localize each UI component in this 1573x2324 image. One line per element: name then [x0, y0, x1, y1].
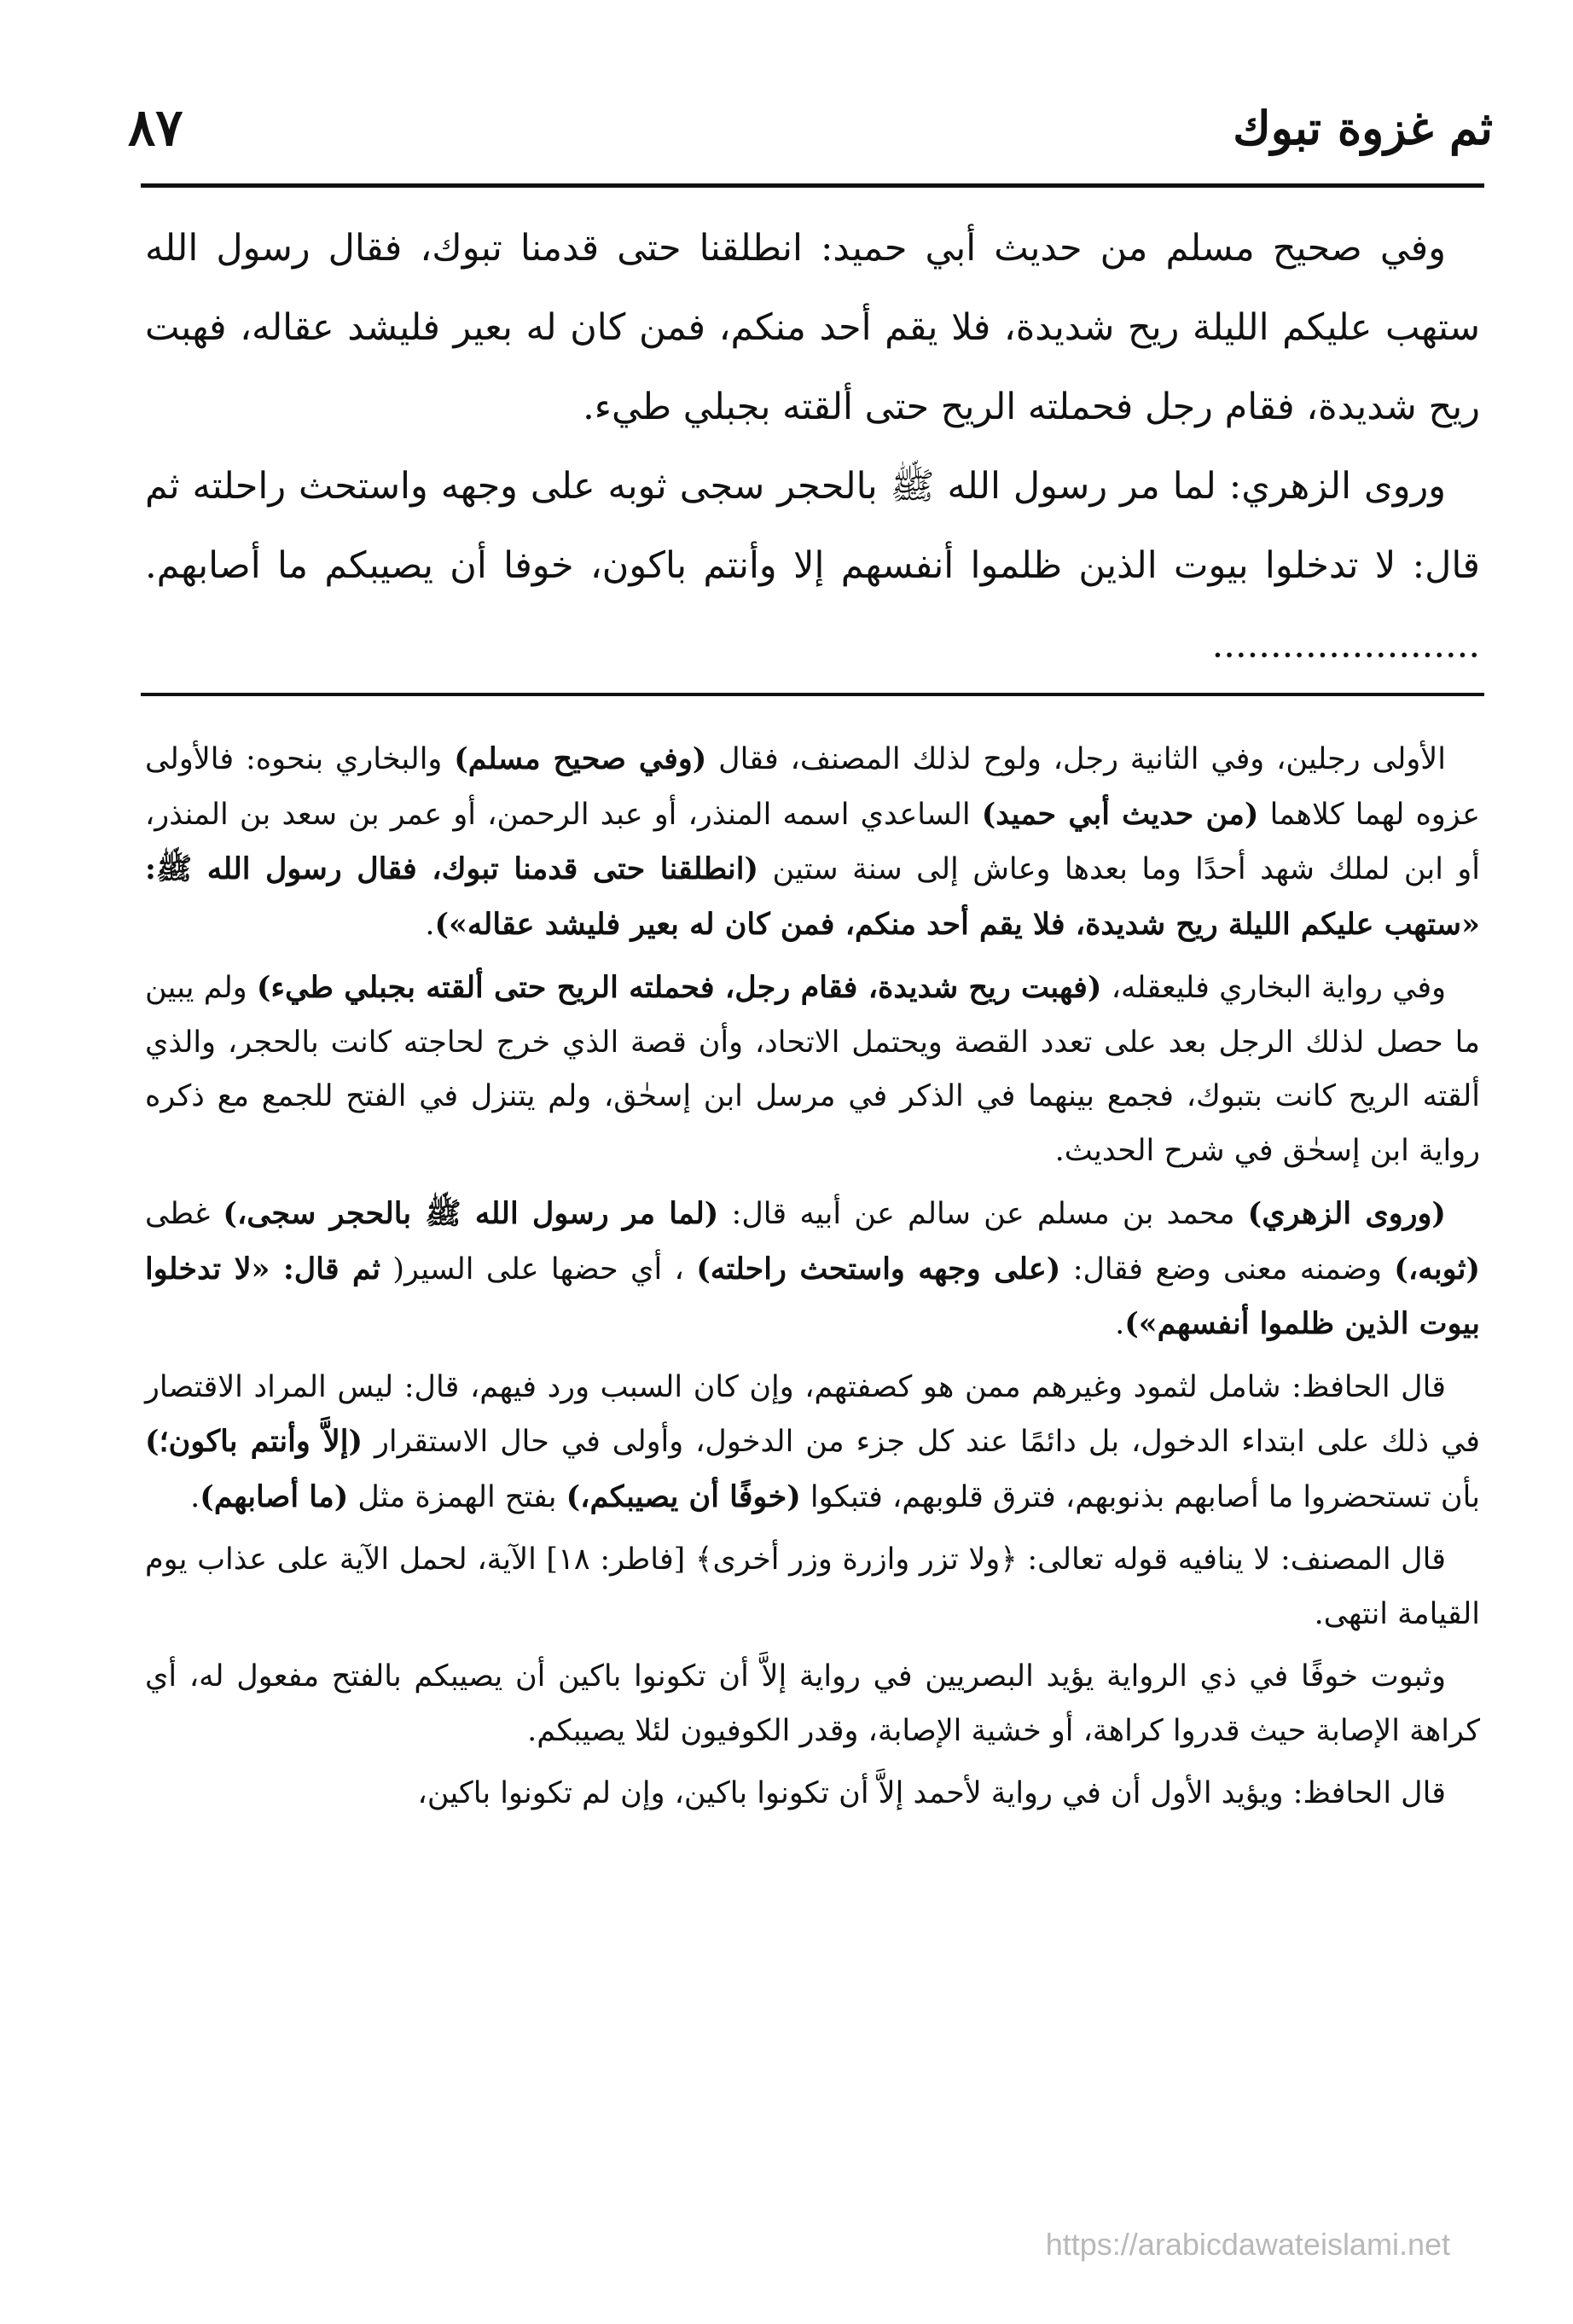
commentary-paragraph: [145, 1361, 1480, 1525]
quoted-text: (إلاَّ وأنتم باكون؛): [145, 1424, 363, 1459]
commentary-paragraph: [145, 732, 1480, 952]
quoted-text: ثم قال: «لا تدخلوا بيوت الذين ظلموا أنفسهم»): [145, 1251, 1480, 1341]
quoted-text: (انطلقنا حتى قدمنا تبوك، فقال رسول الله ﷺ: «ستهب عليكم الليلة ريح شديدة، فلا يقم أحد منكم، فمن كان له بعير فليشد عقاله»): [145, 851, 1480, 942]
commentary-text: وضمنه معنى وضع فقال:: [1060, 1252, 1395, 1287]
main-text: [145, 209, 1480, 685]
quoted-text: (وفي صحيح مسلم): [454, 741, 707, 776]
commentary-paragraph: [145, 1187, 1480, 1352]
commentary-text: بأن تستحضروا ما أصابهم بذنوبهم، فترق قلوبهم، فتبكوا: [800, 1479, 1480, 1514]
quoted-text: (فهبت ريح شديدة، فقام رجل، فحملته الريح حتى ألقته بجبلي طيء): [256, 970, 1102, 1005]
quoted-text: (وروى الزهري): [1247, 1196, 1446, 1231]
commentary-text: قال الحافظ: شامل لثمود وغيرهم ممن هو كصفتهم، وإن كان السبب ورد فيهم، قال: ليس المراد الاقتصار في ذلك على ابتداء الدخول، بل دائمًا عند كل جزء من الدخول، وأولى في حال الاستقرار: [145, 1369, 1480, 1459]
commentary-text: وفي رواية البخاري فليعقله،: [1101, 971, 1446, 1005]
commentary-text: قال الحافظ: ويؤيد الأول أن في رواية لأحمد إلاَّ أن تكونوا باكين، وإن لم تكونوا باكين،: [417, 1776, 1446, 1810]
commentary-paragraph: [145, 961, 1480, 1178]
commentary-paragraph: [145, 1533, 1480, 1641]
commentary-text: ولم يبين ما حصل لذلك الرجل بعد على تعدد القصة ويحتمل الاتحاد، وأن قصة الذي خرج لحاجته كانت بالحجر، والذي ألقته الريح كانت بتبوك، فجمع بينهما في الذكر في مرسل ابن إسحٰق، ولم يتنزل في الفتح للجمع مع ذكره رواية ابن إسحٰق في شرح الحديث.: [145, 971, 1480, 1168]
commentary-text: محمد بن مسلم عن سالم عن أبيه قال:: [718, 1197, 1248, 1231]
commentary-text: الأولى رجلين، وفي الثانية رجل، ولوح لذلك المصنف، فقال: [706, 742, 1446, 776]
section-divider: [141, 693, 1484, 696]
quoted-text: (ثوبه،): [1394, 1251, 1481, 1287]
quoted-text: (على وجهه واستحث راحلته): [696, 1251, 1061, 1287]
commentary-text: ، أي حضها على السير(: [380, 1252, 697, 1287]
running-title: ثم غزوة تبوك: [1233, 101, 1493, 155]
commentary-text: .: [190, 1479, 200, 1514]
main-paragraph: وفي صحيح مسلم من حديث أبي حميد: انطلقنا حتى قدمنا تبوك، فقال رسول الله ستهب عليكم الليلة ريح شديدة، فلا يقم أحد منكم، فمن كان له بعير فليشد عقاله، فهبت ريح شديدة، فقام رجل فحملته الريح حتى ألقته بجبلي طيء.: [145, 227, 1480, 428]
commentary-text: والبخاري بنحوه: فالأولى عزوه لهما كلاهما: [145, 742, 1480, 832]
commentary-text: الساعدي اسمه المنذر، أو عبد الرحمن، أو عمر بن سعد بن المنذر، أو ابن لملك شهد أحدًا وما بعدها وعاش إلى سنة ستين: [145, 797, 1481, 886]
commentary-text: .: [1115, 1307, 1125, 1341]
main-paragraph: وروى الزهري: لما مر رسول الله ﷺ بالحجر سجى ثوبه على وجهه واستحث راحلته ثم قال: لا تدخلوا بيوت الذين ظلموا أنفسهم إلا وأنتم باكون، خوفا أن يصيبكم ما أصابهم. .......................: [145, 465, 1480, 666]
page-header: [128, 81, 1493, 175]
commentary-text: .: [425, 907, 435, 942]
commentary-text: وثبوت خوفًا في ذي الرواية يؤيد البصريين في رواية إلاَّ أن تكونوا باكين أن يصيبكم بالفتح مفعول له، أي كراهة الإصابة حيث قدروا كراهة، أو خشية الإصابة، وقدر الكوفيون لئلا يصيبكم.: [145, 1659, 1480, 1748]
commentary-text: قال المصنف: لا ينافيه قوله تعالى: ﴿ولا تزر وازرة وزر أخرى﴾ [فاطر: ١٨] الآية، لحمل الآية على عذاب يوم القيامة انتهى.: [145, 1543, 1480, 1631]
commentary: [145, 732, 1480, 1830]
commentary-paragraph: [145, 1650, 1480, 1758]
commentary-paragraph: [145, 1767, 1480, 1821]
commentary-text: غطى: [145, 1197, 223, 1231]
quoted-text: (خوفًا أن يصيبكم،): [566, 1479, 801, 1514]
watermark: https://arabicdawateislami.net: [1045, 2227, 1450, 2262]
commentary-text: بفتح الهمزة مثل: [348, 1479, 566, 1514]
header-rule: [141, 183, 1484, 188]
page-number: ٨٧: [128, 98, 183, 158]
quoted-text: (من حديث أبي حميد): [981, 796, 1259, 832]
quoted-text: (ما أصابهم): [200, 1479, 349, 1514]
quoted-text: (لما مر رسول الله ﷺ بالحجر سجى،): [223, 1196, 719, 1231]
